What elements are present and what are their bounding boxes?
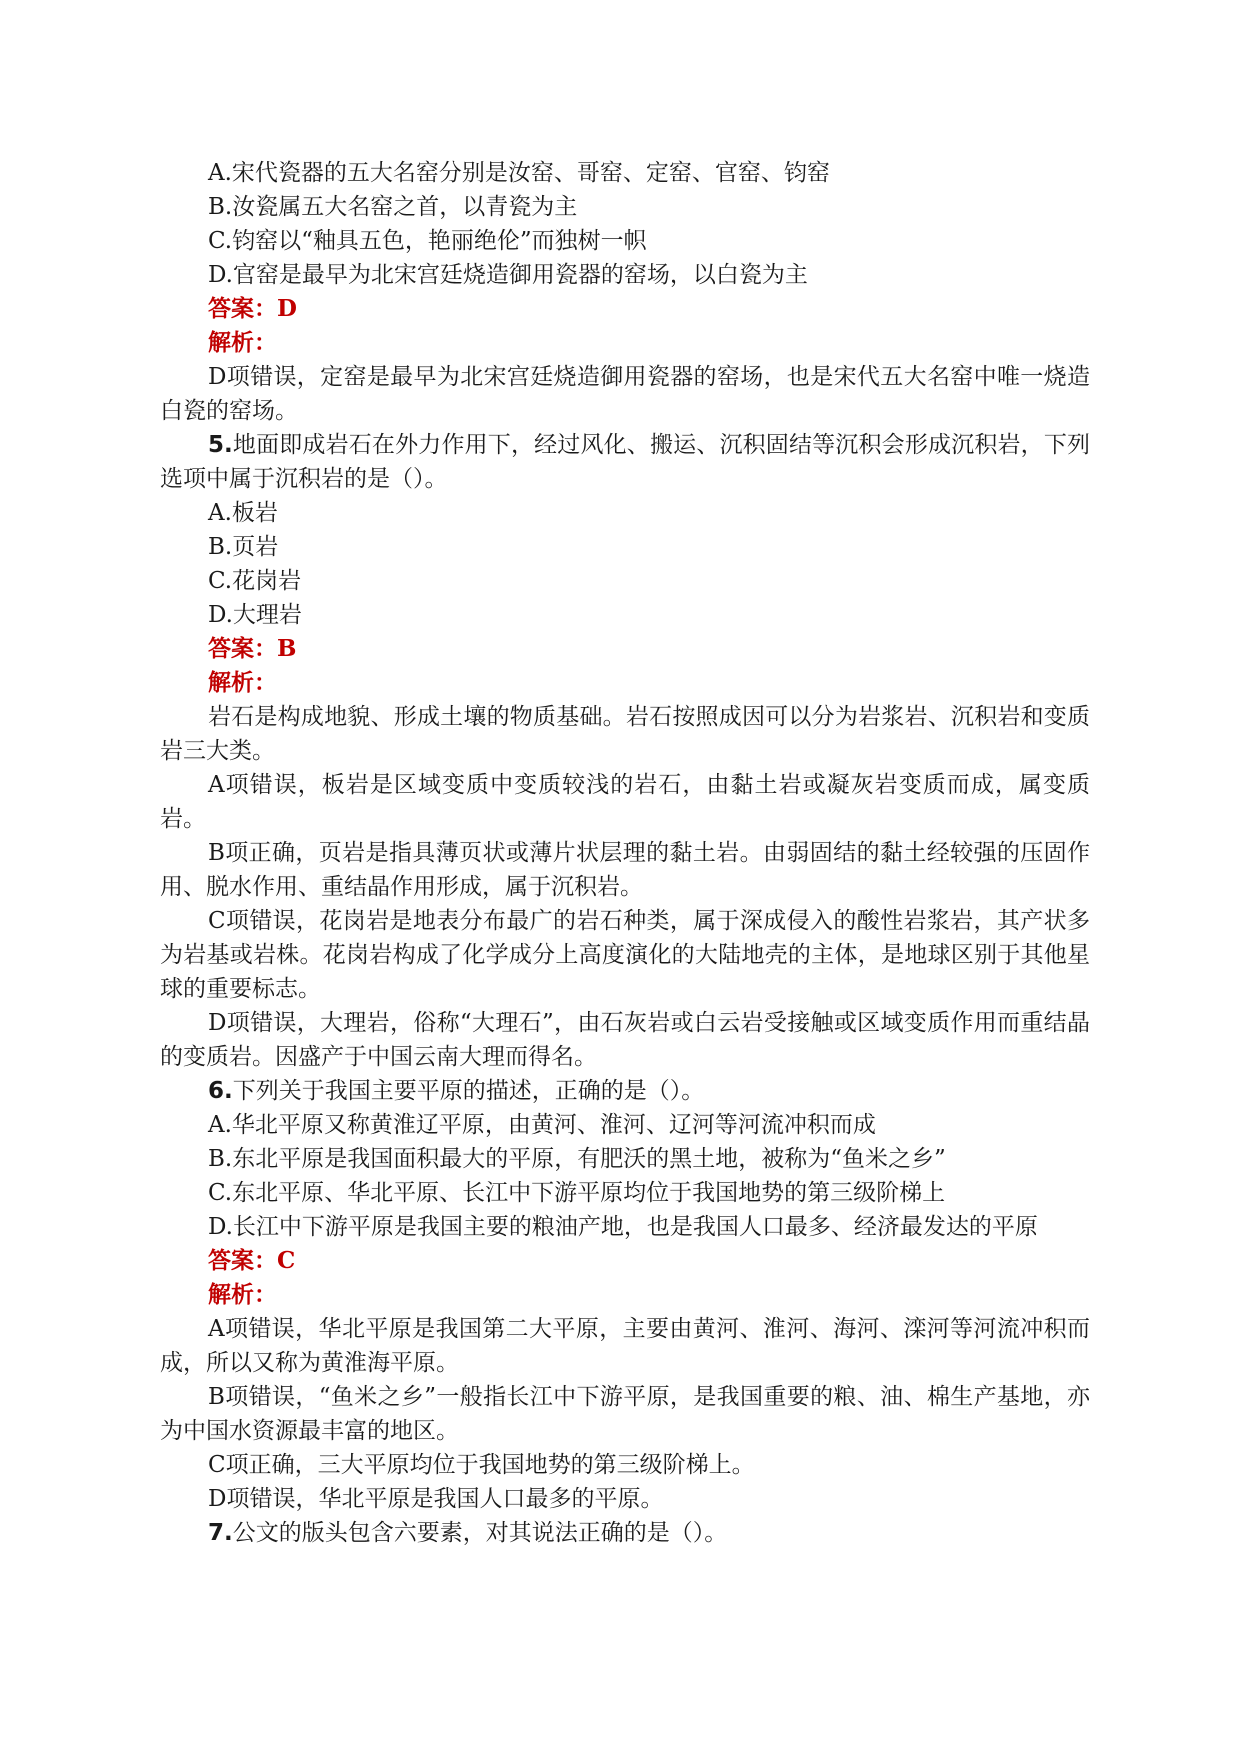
question-6-explanation-paragraph: B项错误，“鱼米之乡”一般指长江中下游平原，是我国重要的粮、油、棉生产基地，亦为中国水资源最丰富的地区。: [160, 1384, 1090, 1444]
question-5-option-d: D.大理岩: [208, 602, 302, 628]
question-7-text: 公文的版头包含六要素，对其说法正确的是（）。: [232, 1520, 728, 1546]
question-6-explanation-label: 解析：: [208, 1281, 277, 1308]
question-5-answer: 答案：B: [208, 635, 297, 662]
question-6-explanation-paragraph: D项错误，华北平原是我国人口最多的平原。: [208, 1486, 664, 1512]
question-4-block: [160, 156, 1090, 428]
question-4-option-c: C.钧窑以“釉具五色，艳丽绝伦”而独树一帜: [208, 228, 647, 254]
question-4-explanation-label: 解析：: [208, 329, 277, 356]
question-4-answer: 答案：D: [208, 295, 297, 322]
question-6-number: 6.: [208, 1078, 233, 1104]
question-5-explanation-paragraph: C项错误，花岗岩是地表分布最广的岩石种类，属于深成侵入的酸性岩浆岩，其产状多为岩基或岩株。花岗岩构成了化学成分上高度演化的大陆地壳的主体，是地球区别于其他星球的重要标志。: [160, 908, 1090, 1002]
question-6-explanation-paragraph: A项错误，华北平原是我国第二大平原，主要由黄河、淮河、海河、滦河等河流冲积而成，所以又称为黄淮海平原。: [160, 1316, 1090, 1376]
question-6-option-c: C.东北平原、华北平原、长江中下游平原均位于我国地势的第三级阶梯上: [208, 1180, 946, 1206]
question-5-explanation-paragraph: A项错误，板岩是区域变质中变质较浅的岩石，由黏土岩或凝灰岩变质而成，属变质岩。: [160, 772, 1090, 832]
question-5-explanation-paragraph: 岩石是构成地貌、形成土壤的物质基础。岩石按照成因可以分为岩浆岩、沉积岩和变质岩三大类。: [160, 704, 1090, 764]
question-6-option-d: D.长江中下游平原是我国主要的粮油产地，也是我国人口最多、经济最发达的平原: [208, 1214, 1038, 1240]
question-5-option-b: B.页岩: [208, 534, 279, 560]
question-5-text: 地面即成岩石在外力作用下，经过风化、搬运、沉积固结等沉积会形成沉积岩，下列选项中属于沉积岩的是（）。: [160, 432, 1090, 492]
question-4-explanation-paragraph: D项错误，定窑是最早为北宋宫廷烧造御用瓷器的窑场，也是宋代五大名窑中唯一烧造白瓷的窑场。: [160, 364, 1090, 424]
question-6-stem: [160, 1074, 1090, 1108]
question-5-explanation-label: 解析：: [208, 669, 277, 696]
question-6-explanation-paragraph: C项正确，三大平原均位于我国地势的第三级阶梯上。: [208, 1452, 755, 1478]
question-6-text: 下列关于我国主要平原的描述，正确的是（）。: [232, 1078, 705, 1104]
question-5-option-a: A.板岩: [208, 500, 278, 526]
question-4-option-b: B.汝瓷属五大名窑之首，以青瓷为主: [208, 194, 578, 220]
question-5-stem: [160, 428, 1090, 496]
document-body: [160, 156, 1090, 1550]
question-5-number: 5.: [208, 432, 233, 458]
question-5-option-c: C.花岗岩: [208, 568, 302, 594]
question-7-block: [160, 1516, 1090, 1550]
question-5-explanation-paragraph: B项正确，页岩是指具薄页状或薄片状层理的黏土岩。由弱固结的黏土经较强的压固作用、脱水作用、重结晶作用形成，属于沉积岩。: [160, 840, 1090, 900]
question-6-answer: 答案：C: [208, 1247, 296, 1274]
question-5-block: [160, 428, 1090, 1074]
question-6-block: [160, 1074, 1090, 1516]
question-6-option-b: B.东北平原是我国面积最大的平原，有肥沃的黑土地，被称为“鱼米之乡”: [208, 1146, 946, 1172]
question-4-option-a: A.宋代瓷器的五大名窑分别是汝窑、哥窑、定窑、官窑、钧窑: [208, 160, 830, 186]
question-7-number: 7.: [208, 1520, 233, 1546]
question-7-stem: [160, 1516, 1090, 1550]
question-6-option-a: A.华北平原又称黄淮辽平原，由黄河、淮河、辽河等河流冲积而成: [208, 1112, 876, 1138]
question-5-explanation-paragraph: D项错误，大理岩，俗称“大理石”，由石灰岩或白云岩受接触或区域变质作用而重结晶的变质岩。因盛产于中国云南大理而得名。: [160, 1010, 1090, 1070]
question-4-option-d: D.官窑是最早为北宋宫廷烧造御用瓷器的窑场，以白瓷为主: [208, 262, 808, 288]
